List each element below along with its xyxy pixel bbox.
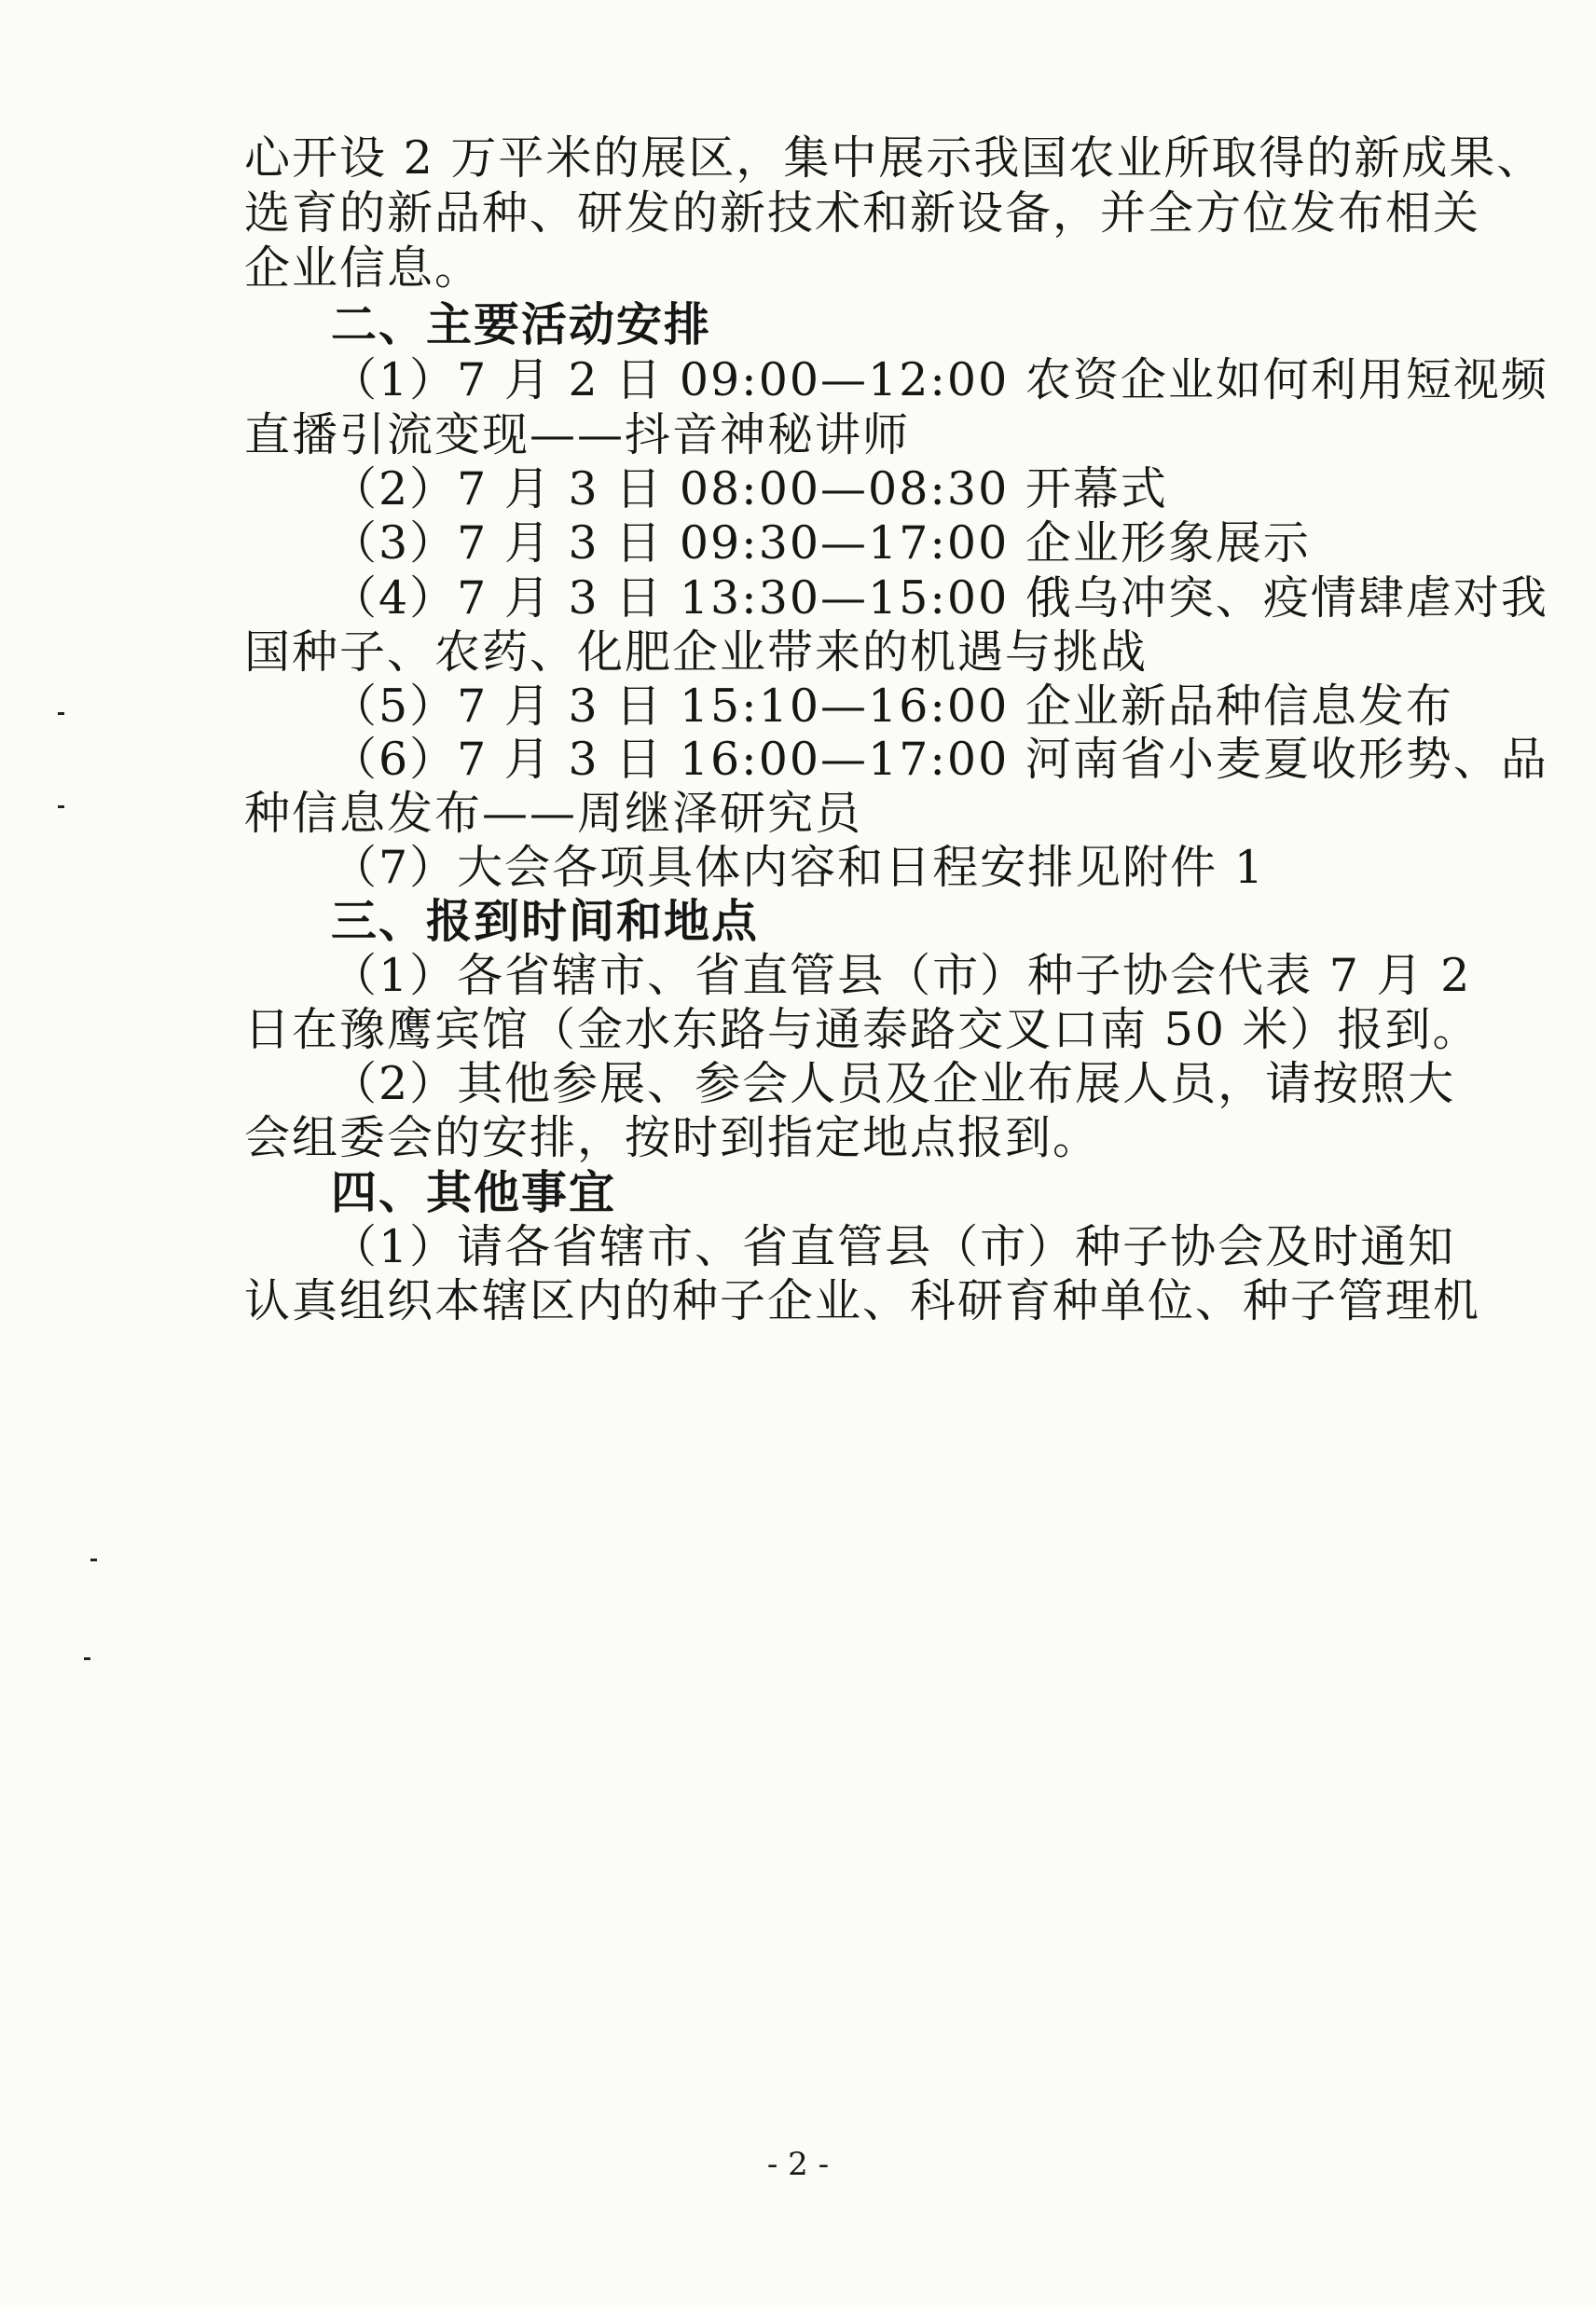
schedule-item: （7）大会各项具体内容和日程安排见附件 1 (331, 841, 1265, 894)
scan-margin-mark (58, 712, 64, 715)
paragraph-line: 认真组织本辖区内的种子企业、科研育种单位、种子管理机 (244, 1274, 1481, 1327)
section-heading: 三、报到时间和地点 (331, 895, 760, 948)
schedule-item: （2）7 月 3 日 08:00—08:30 开幕式 (331, 462, 1168, 515)
schedule-item: （1）7 月 2 日 09:00—12:00 农资企业如何利用短视频 (331, 353, 1548, 406)
schedule-item: （3）7 月 3 日 09:30—17:00 企业形象展示 (331, 516, 1311, 570)
page-number: - 2 - (766, 2146, 830, 2183)
paragraph-line: 选育的新品种、研发的新技术和新设备，并全方位发布相关 (244, 186, 1481, 240)
scan-margin-mark (58, 805, 64, 808)
paragraph-line: （2）其他参展、参会人员及企业布展人员，请按照大 (331, 1057, 1456, 1110)
paragraph-line: 日在豫鹰宾馆（金水东路与通泰路交叉口南 50 米）报到。 (244, 1003, 1480, 1056)
paragraph-line: 会组委会的安排，按时到指定地点报到。 (244, 1111, 1101, 1164)
paragraph-line: 直播引流变现——抖音神秘讲师 (244, 408, 911, 461)
section-heading: 二、主要活动安排 (331, 298, 712, 351)
paragraph-line: 种信息发布——周继泽研究员 (244, 787, 863, 840)
schedule-item: （4）7 月 3 日 13:30—15:00 俄乌冲突、疫情肆虐对我 (331, 571, 1548, 625)
paragraph-line: 企业信息。 (244, 241, 483, 295)
paragraph-line: 心开设 2 万平米的展区，集中展示我国农业所取得的新成果、 (244, 131, 1545, 185)
scan-margin-mark (84, 1657, 90, 1660)
paragraph-line: 国种子、农药、化肥企业带来的机遇与挑战 (244, 625, 1149, 679)
paragraph-line: （1）各省辖市、省直管县（市）种子协会代表 7 月 2 (331, 949, 1472, 1002)
section-heading: 四、其他事宜 (331, 1166, 617, 1219)
scan-margin-mark (90, 1559, 97, 1561)
paragraph-line: （1）请各省辖市、省直管县（市）种子协会及时通知 (331, 1220, 1456, 1273)
schedule-item: （5）7 月 3 日 15:10—16:00 企业新品种信息发布 (331, 680, 1453, 733)
schedule-item: （6）7 月 3 日 16:00—17:00 河南省小麦夏收形势、品 (331, 733, 1548, 786)
